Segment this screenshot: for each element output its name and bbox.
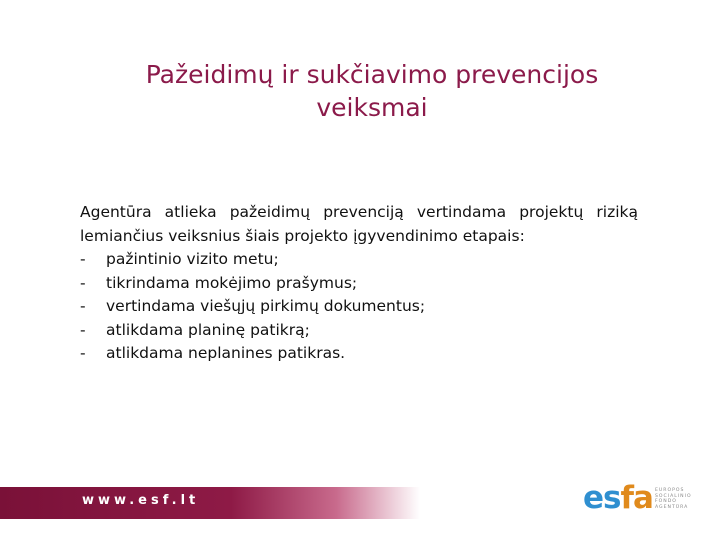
list-item — [80, 295, 638, 319]
footer-bar — [0, 487, 420, 519]
bullet-marker: - — [80, 320, 86, 339]
bullet-marker: - — [80, 297, 86, 315]
logo-caption-line: SOCIALINIO — [655, 493, 692, 499]
slide-title — [60, 58, 684, 124]
esfa-logo — [583, 480, 693, 518]
list-item — [80, 248, 638, 272]
logo-word-part-2: fa — [620, 480, 653, 516]
list-item-text: tikrindama mokėjimo prašymus; — [106, 273, 358, 292]
list-item-text: vertindama viešųjų pirkimų dokumentus; — [106, 297, 426, 315]
logo-wordmark — [583, 480, 653, 516]
list-item-text: atlikdama neplanines patikras. — [106, 344, 346, 362]
bullet-marker: - — [80, 344, 86, 362]
logo-caption-line: EUROPOS — [655, 488, 685, 493]
bullet-list — [80, 248, 638, 366]
footer-url[interactable]: www.esf.lt — [82, 493, 200, 508]
bullet-marker: - — [80, 250, 86, 268]
logo-caption-line: AGENTŪRA — [655, 504, 689, 510]
intro-paragraph: Agentūra atlieka pažeidimų prevenciją vertindama projektų riziką lemiančius veiksnius šiais projekto įgyvendinimo etapais: — [80, 203, 638, 245]
slide-title-line-1: Pažeidimų ir sukčiavimo prevencijos — [145, 60, 599, 89]
list-item-text: atlikdama planinę patikrą; — [106, 320, 310, 339]
list-item — [80, 342, 638, 366]
slide-body — [80, 201, 638, 366]
list-item — [80, 319, 638, 343]
list-item — [80, 272, 638, 296]
logo-caption — [655, 488, 695, 510]
slide-title-line-2: veiksmai — [316, 93, 428, 122]
logo-word-part-1: es — [583, 480, 621, 516]
logo-caption-line: FONDO — [655, 499, 677, 505]
bullet-marker: - — [80, 273, 86, 292]
list-item-text: pažintinio vizito metu; — [106, 250, 279, 268]
